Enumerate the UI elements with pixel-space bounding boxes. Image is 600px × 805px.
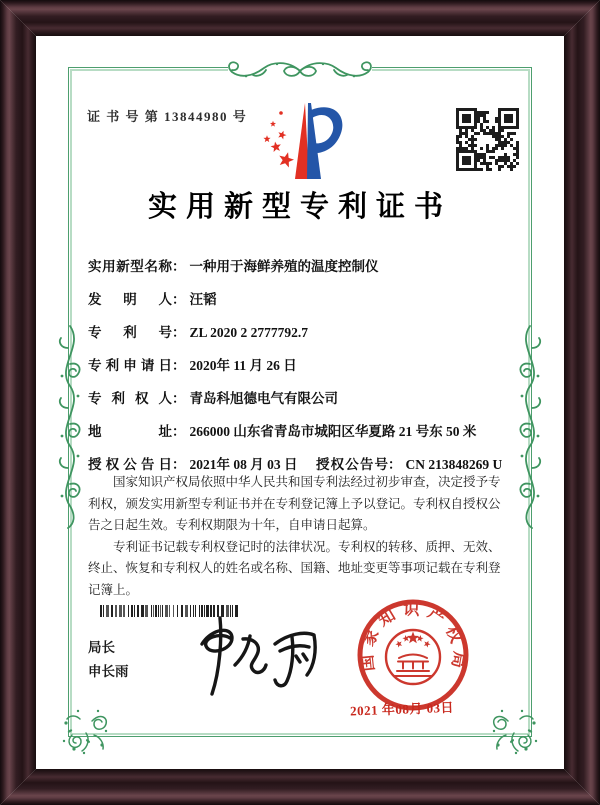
field-row-grant: 授权公告日： 2021年 08 月 03 日 授权公告号： CN 213848269 U (88, 453, 516, 470)
frame-bottom (0, 769, 600, 805)
certificate-title: 实用新型专利证书 (147, 191, 452, 223)
corner-floral-left-icon (58, 705, 114, 759)
field-label: 地址 (88, 424, 172, 439)
signer-block (88, 636, 129, 684)
field-row-patentee: 专利权人： 青岛科旭德电气有限公司 (88, 387, 516, 404)
field-value: 2021年 08 月 03 日 (189, 457, 298, 472)
field-row-patent-no: 专利号： ZL 2020 2 2777792.7 (88, 321, 516, 338)
field-row-name: 实用新型名称： 一种用于海鲜养殖的温度控制仪 (88, 255, 516, 272)
field-value: 青岛科旭德电气有限公司 (189, 391, 338, 406)
legal-paragraph-1: 国家知识产权局依照中华人民共和国专利法经过初步审查，决定授予专利权，颁发实用新型专利证书并在专利登记簿上予以登记。专利权自授权公告之日起生效。专利权期限为十年，自申请日起算。 (88, 475, 501, 532)
frame-top (0, 0, 600, 36)
field-label: 授权公告号 (316, 457, 388, 472)
field-value: 一种用于海鲜养殖的温度控制仪 (189, 259, 379, 274)
legal-text (88, 472, 512, 601)
qr-code-icon (456, 108, 519, 171)
left-vine-icon (54, 324, 86, 530)
field-label: 专利号 (88, 325, 172, 340)
seal-date: 2021 年08月 03日 (349, 699, 455, 719)
field-value: 266000 山东省青岛市城阳区华夏路 21 号东 50 米 (189, 424, 477, 439)
field-label: 发明人 (88, 292, 172, 307)
top-flourish-icon (222, 54, 378, 92)
frame-left (0, 0, 36, 805)
cnipa-logo-icon (253, 97, 345, 187)
field-value: CN 213848269 U (405, 457, 503, 472)
field-grant-number: 授权公告号： CN 213848269 U (316, 453, 502, 473)
field-value: ZL 2020 2 2777792.7 (189, 325, 309, 340)
field-label: 专利权人 (88, 391, 172, 406)
frame-right (564, 0, 600, 805)
field-row-address: 地址： 266000 山东省青岛市城阳区华夏路 21 号东 50 米 (88, 420, 516, 437)
signer-title: 局长 (88, 640, 115, 655)
field-label: 专利申请日 (88, 358, 172, 373)
seal-ring-text: 国家知识产权局 (356, 599, 470, 677)
certificate-number: 证 书 号 第 13844980 号 (87, 109, 248, 124)
field-label: 授权公告日 (88, 457, 172, 472)
signature-icon (180, 608, 325, 706)
certificate-fields (88, 255, 516, 486)
official-seal-icon (352, 597, 474, 719)
legal-paragraph-2: 专利证书记载专利权登记时的法律状况。专利权的转移、质押、无效、终止、恢复和专利权人的姓名或名称、国籍、地址变更等事项记载在专利登记簿上。 (88, 539, 501, 597)
right-vine-icon (514, 324, 546, 530)
field-value: 2020年 11 月 26 日 (189, 358, 297, 373)
field-row-filing-date: 专利申请日： 2020年 11 月 26 日 (88, 354, 516, 371)
field-label: 实用新型名称 (88, 259, 172, 274)
signer-name: 申长雨 (88, 664, 129, 679)
corner-floral-right-icon (486, 705, 542, 759)
field-value: 汪韬 (189, 292, 217, 307)
field-row-inventor: 发明人： 汪韬 (88, 288, 516, 305)
